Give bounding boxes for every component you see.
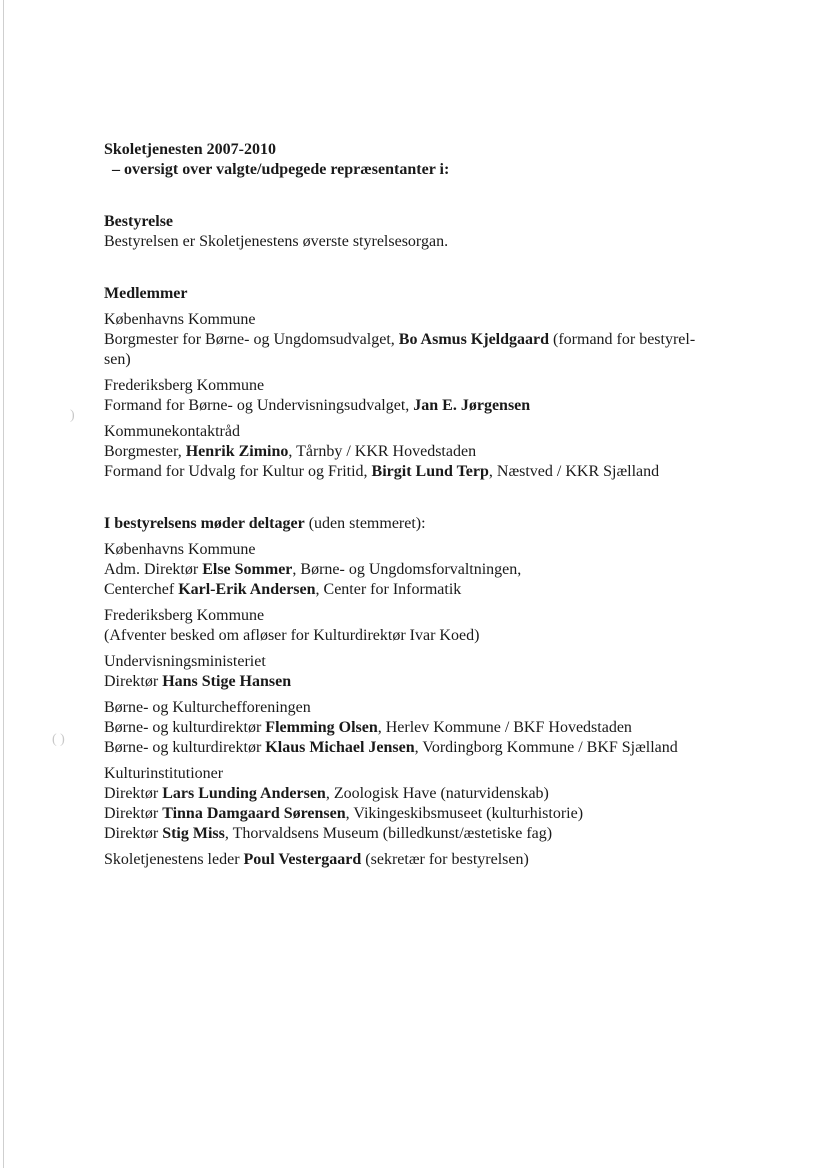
attendee-line: Børne- og kulturdirektør Klaus Michael Jensen, Vordingborg Kommune / BKF Sjælland [104, 739, 678, 756]
attendee-note: (Afventer besked om afløser for Kulturdirektør Ivar Koed) [104, 627, 480, 644]
member-line: Borgmester for Børne- og Ungdomsudvalget, Bo Asmus Kjeldgaard (formand for bestyrel- [104, 331, 696, 348]
scan-edge [3, 0, 4, 1168]
document-subtitle: – oversigt over valgte/udpegede repræsentanter i: [112, 161, 450, 178]
org-name: Undervisningsministeriet [104, 653, 266, 670]
org-name: Kulturinstitutioner [104, 765, 224, 782]
person-name: Klaus Michael Jensen [265, 739, 415, 756]
person-name: Henrik Zimino [185, 443, 289, 460]
document-body [104, 140, 744, 870]
org-name: Kommunekontaktråd [104, 423, 240, 440]
org-name: Børne- og Kulturchefforeningen [104, 699, 311, 716]
section-heading-bestyrelse: Bestyrelse [104, 213, 174, 230]
member-line: Formand for Børne- og Undervisningsudvalget, Jan E. Jørgensen [104, 397, 531, 414]
person-name: Flemming Olsen [265, 719, 378, 736]
person-name: Bo Asmus Kjeldgaard [398, 331, 550, 348]
attendee-line: Direktør Stig Miss, Thorvaldsens Museum (billedkunst/æstetiske fag) [104, 825, 553, 842]
org-name: Frederiksberg Kommune [104, 607, 265, 624]
scan-mark: ( ) [52, 732, 65, 747]
member-line: Formand for Udvalg for Kultur og Fritid, Birgit Lund Terp, Næstved / KKR Sjælland [104, 463, 660, 480]
person-name: Else Sommer [202, 561, 293, 578]
person-name: Poul Vestergaard [243, 851, 362, 868]
section-heading-medlemmer: Medlemmer [104, 285, 188, 302]
org-name: Københavns Kommune [104, 311, 256, 328]
person-name: Tinna Damgaard Sørensen [162, 805, 346, 822]
attendee-line: Direktør Hans Stige Hansen [104, 673, 292, 690]
document-title: Skoletjenesten 2007-2010 [104, 141, 276, 158]
member-line-cont: sen) [104, 351, 131, 368]
person-name: Lars Lunding Andersen [162, 785, 326, 802]
attendee-line: Direktør Tinna Damgaard Sørensen, Vikingeskibsmuseet (kulturhistorie) [104, 805, 584, 822]
org-name: Frederiksberg Kommune [104, 377, 265, 394]
scan-mark: ) [70, 408, 75, 423]
bestyrelse-description: Bestyrelsen er Skoletjenestens øverste styrelsesorgan. [104, 233, 449, 250]
attendee-line: Adm. Direktør Else Sommer, Børne- og Ungdomsforvaltningen, [104, 561, 522, 578]
attendee-line: Skoletjenestens leder Poul Vestergaard (sekretær for bestyrelsen) [104, 851, 529, 868]
section-heading-deltager: I bestyrelsens møder deltager (uden stemmeret): [104, 515, 426, 532]
attendee-line: Centerchef Karl-Erik Andersen, Center for Informatik [104, 581, 462, 598]
person-name: Hans Stige Hansen [162, 673, 292, 690]
attendee-line: Direktør Lars Lunding Andersen, Zoologisk Have (naturvidenskab) [104, 785, 549, 802]
attendee-line: Børne- og kulturdirektør Flemming Olsen, Herlev Kommune / BKF Hovedstaden [104, 719, 632, 736]
person-name: Stig Miss [162, 825, 225, 842]
person-name: Jan E. Jørgensen [413, 397, 531, 414]
org-name: Københavns Kommune [104, 541, 256, 558]
person-name: Birgit Lund Terp [371, 463, 489, 480]
person-name: Karl-Erik Andersen [178, 581, 316, 598]
member-line: Borgmester, Henrik Zimino, Tårnby / KKR Hovedstaden [104, 443, 477, 460]
